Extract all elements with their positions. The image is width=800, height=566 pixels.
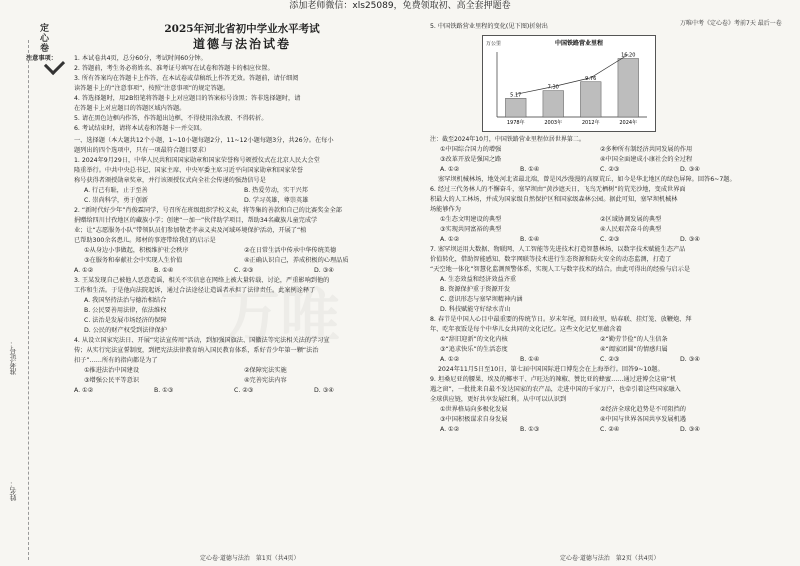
question-option: B. 热爱劳动，实干兴邦 xyxy=(244,187,308,194)
question-line: 8. 春节是中国人心目中最重要的传统节日。岁末年尾，回归故里，贴春联、挂灯笼、放鞭炮、拜 xyxy=(430,316,692,323)
right-questions xyxy=(430,145,770,435)
option: B. 资源保护重于资源开发 xyxy=(440,286,511,293)
question-line: 年、吃年夜饭是每个中华儿女共同的文化记忆。这些文化记忆里蕴含着 xyxy=(430,326,622,333)
options-row xyxy=(430,155,770,165)
exam-number-label: 准考证号： xyxy=(9,340,17,375)
exam-subtitle: 道德与法治试卷 xyxy=(192,37,291,51)
options-row xyxy=(430,335,770,345)
option: ④中国与世界各国共享发展机遇 xyxy=(600,416,686,423)
question-line: 隆重举行。中共中央总书记、国家主席、中央军委主席习近平向国家勋章和国家荣誉 xyxy=(74,167,303,174)
footer-right: 定心卷·道德与法治 第2页（共4页） xyxy=(560,555,660,562)
answer-option: A. ①② xyxy=(440,426,460,433)
question-options-row xyxy=(74,196,410,206)
options-row xyxy=(430,215,770,225)
answer-option: B. ①④ xyxy=(154,267,174,274)
question-line: 捐赠给四川甘孜地区的藏族小学；创建“一加一”伙伴助学项目，帮助34名藏族儿童完成学 xyxy=(74,217,318,224)
answer-option: A. ①② xyxy=(440,356,460,363)
option: ②多种所有制经济共同发展的作用 xyxy=(600,146,693,153)
answer-option: D. ③④ xyxy=(680,426,700,433)
question-line: 4. 从设立国家宪法日、开展“宪法宣传周”活动，到加强国旗法、国徽法等宪法相关法的学习宣 xyxy=(74,337,330,344)
question-line: 6. 经过三代务林人的不懈奋斗，塞罕坝由“黄沙遮天日，飞鸟无栖树”的荒芜沙地，变成世界面 xyxy=(430,186,686,193)
option: ③实现共同富裕的典型 xyxy=(440,226,502,233)
chart-ylabel: 万公里 xyxy=(486,41,502,47)
chart-note: 注：截至2024年10月，中国铁路营业里程位居世界第二。 xyxy=(430,136,585,143)
question-option: ④完善宪法内容 xyxy=(244,377,287,384)
answer-option: C. ②③ xyxy=(600,236,620,243)
question-line: 称号获得者颁授勋章奖章，并行该颁授仪式向全社会传递的强劲信号是 xyxy=(74,177,266,184)
answer-option: D. ③④ xyxy=(314,267,334,274)
question-options-row xyxy=(74,186,410,196)
question-line: 9. 坦桑尼亚的腰果、埃及的椰枣干、卢旺达的辣椒、赞比亚的蜂蜜……通过进博会这扇“机 xyxy=(430,376,677,383)
answer-options-row xyxy=(430,355,770,365)
bar xyxy=(580,82,601,117)
question-option: B. 公民要善用法律，依法维权 xyxy=(84,307,167,314)
option: A. 生态效益和经济效益齐重 xyxy=(440,276,517,283)
question-line: 遇之窗”，一批批来自最不发达国家的农产品，走进中国的千家万户，也牵引着这些国家融入 xyxy=(430,386,681,393)
answer-option: D. ③④ xyxy=(680,236,700,243)
question-line: 1. 2024年9月29日，中华人民共和国国家勋章和国家荣誉称号颁授仪式在北京人民大会堂 xyxy=(74,157,320,164)
answer-option: A. ①② xyxy=(440,166,460,173)
binding-margin xyxy=(2,40,29,560)
answer-option: A. ①② xyxy=(74,387,94,394)
question-line: 已帮助300余名患儿。郑材的事迹带给我们的启示是 xyxy=(74,237,216,244)
question-option: ②保障宪法实施 xyxy=(244,367,287,374)
question-options-row xyxy=(74,376,410,386)
bar xyxy=(618,59,639,118)
question-line: 价值转化，借助智能感知、数字网联等技术进行生态资源和防火安全的动态监测，打造了 xyxy=(430,256,672,263)
x-tick-label: 1978年 xyxy=(506,120,525,126)
chart-title: 中国铁路营业里程 xyxy=(554,40,604,47)
question-option: D. 公民的财产权受到法律保护 xyxy=(84,327,167,334)
question-option: ②在日常生活中传承中华传统美德 xyxy=(244,247,337,254)
answer-options-row xyxy=(430,165,770,175)
stamp-logo: 定心卷 xyxy=(40,24,50,54)
option: D. 科技赋能守好绿水青山 xyxy=(440,306,511,313)
question-line: 扣子”……所有的指向都是为了 xyxy=(74,357,158,364)
answer-option: C. ②④ xyxy=(600,426,620,433)
answer-option: B. ①④ xyxy=(520,166,540,173)
question-option: ③增强公民平等意识 xyxy=(84,377,140,384)
question-option: ①从身边小事做起，积极维护社会秩序 xyxy=(84,247,189,254)
question-line: 3. 王某发现自己被他人恶意造谣，相关不实信息在网络上被大量转载、讨论，严重影响到他的 xyxy=(74,277,330,284)
bar xyxy=(505,98,526,117)
data-label: 9.76 xyxy=(585,75,597,82)
question-option: ④正确认识自己，养成积极的心理品质 xyxy=(244,257,349,264)
options-row xyxy=(430,225,770,235)
header-note: 万唯中考《定心卷》考前7天 最后一卷 xyxy=(680,20,782,27)
question-option: A. 我国坚持法治与德治相结合 xyxy=(84,297,167,304)
question-option: D. 学习英雄，尊崇英雄 xyxy=(244,197,309,204)
notice-heading: 注意事项： xyxy=(26,55,57,62)
option: C. 意识形态与塞罕坝精神内涵 xyxy=(440,296,523,303)
answer-option: C. ②③ xyxy=(234,387,254,394)
answer-option: D. ③④ xyxy=(680,356,700,363)
answer-option: D. ③④ xyxy=(314,387,334,394)
question-option: C. 法治是发展市场经济的保障 xyxy=(84,317,167,324)
answer-option: B. ①③ xyxy=(520,426,540,433)
option: ④中国全面建成小康社会的全过程 xyxy=(600,156,693,163)
notice-line: 3. 所有答案均在答题卡上作答，在本试卷或草稿纸上作答无效。答题前，请仔细阅 xyxy=(74,75,299,82)
answer-option: D. ③④ xyxy=(680,166,700,173)
x-tick-label: 2003年 xyxy=(544,120,563,126)
data-label: 7.30 xyxy=(547,84,559,91)
answer-option: C. ②③ xyxy=(234,267,254,274)
trend-line xyxy=(516,55,629,95)
chart-svg xyxy=(483,36,655,131)
answer-option: B. ①③ xyxy=(154,387,174,394)
notice-line: 4. 答选择题时，用2B铅笔将答题卡上对应题目的答案标号涂黑；答非选择题时，请 xyxy=(74,95,301,102)
answer-option: B. ①④ xyxy=(520,356,540,363)
x-tick-label: 2024年 xyxy=(619,120,638,126)
footer-left: 定心卷·道德与法治 第1页（共4页） xyxy=(200,555,300,562)
section-heading-cont: 题列出的四个选项中，只有一项最符合题目要求） xyxy=(74,147,211,154)
option: ①中国综合国力的增强 xyxy=(440,146,502,153)
option: ③中国积极谋求自身发展 xyxy=(440,416,508,423)
option: ②区域协调发展的典型 xyxy=(600,216,662,223)
watermark xyxy=(220,270,340,356)
question-5: 5. 中国铁路营业里程的变化(见下图)折射出 xyxy=(430,23,548,30)
option: ③改革开放是强国之路 xyxy=(440,156,502,163)
question-line: 2. “新时代好少年”肖俊霖同学，号召所在班级组织学校义卖，将等集的善款和自己的比赛奖金全部 xyxy=(74,207,342,214)
answer-option: A. ①② xyxy=(74,267,94,274)
bar xyxy=(543,91,564,117)
answer-option: A. ①② xyxy=(440,236,460,243)
notice-line: 在答题卡上对应题目的答题区域内答题。 xyxy=(74,105,186,112)
passage-intro: 塞罕坝机械林场，地处河北省最北端，曾是风沙漫漫的高原荒丘，如今是华北地区的绿色屏障。回答6~7题。 xyxy=(438,176,736,183)
answer-options-row xyxy=(430,235,770,245)
promo-banner: 添加老师微信：xls25089，免费领取初、高全套押题卷 xyxy=(289,1,511,11)
question-line: 全球供应链，更好共享发展红利。从中可以认识到 xyxy=(430,396,567,403)
question-line: 工作和生活。于是他向法院起诉，通过合法途径让造谣者承担了法律责任。此案例诠释了 xyxy=(74,287,316,294)
answer-options-row xyxy=(74,386,410,396)
options-row xyxy=(430,405,770,415)
notice-line: 6. 考试结束时，请将本试卷和答题卡一并交回。 xyxy=(74,125,206,132)
question-options-row xyxy=(74,256,410,266)
options-row xyxy=(430,415,770,425)
notice-line: 读答题卡上的“注意事项”，按照“注意事项”的规定答题。 xyxy=(74,85,230,92)
question-options-row xyxy=(74,366,410,376)
option: ①生态文明建设的典型 xyxy=(440,216,502,223)
question-line: 场能够作为 xyxy=(430,206,461,213)
question-option: ③在服务和奉献社会中实现人生价值 xyxy=(84,257,183,264)
section-heading: 一、选择题（本大题共12个小题，1~10小题每题2分，11~12小题每题3分，共26分。在每小 xyxy=(74,137,334,144)
right-column xyxy=(430,22,770,435)
question-option: C. 崇尚科学，勇于创新 xyxy=(84,197,148,204)
question-line: “天空地一体化”智慧化监测预警体系，实现人工与数字技术的结合。由此可得出的经验与启示是 xyxy=(430,266,691,273)
options-row xyxy=(430,345,770,355)
passage-intro: 2024年11月5日至10日，第七届中国国际进口博览会在上海举行。回答9~10题。 xyxy=(438,366,664,373)
option: ④人民艰苦奋斗的典型 xyxy=(600,226,662,233)
question-line: 传；从实行宪法宣誓制度，到把宪法法律教育纳入国民教育体系，系好青少年第一颗“法治 xyxy=(74,347,319,354)
x-tick-label: 2012年 xyxy=(581,120,600,126)
question-option: ①推进法治中国建设 xyxy=(84,367,140,374)
answer-option: C. ②③ xyxy=(600,166,620,173)
option: ③“追求快乐”的生活态度 xyxy=(440,346,508,353)
notice-line: 1. 本试卷共4页，总分60分，考试时间60分钟。 xyxy=(74,55,207,62)
question-options-row xyxy=(74,246,410,256)
data-label: 16.20 xyxy=(621,52,636,59)
option: ②“勤劳节俭”的人生信条 xyxy=(600,336,668,343)
notice-block xyxy=(26,54,410,134)
answer-options-row xyxy=(430,425,770,435)
notice-line: 2. 答题前，考生务必将姓名、准考证号填写在试卷和答题卡的相应位置。 xyxy=(74,65,274,72)
question-line: 7. 塞罕坝运用大数据、物联网、人工智能等先进技术打造智慧林场，以数字技术赋能生态产品 xyxy=(430,246,686,253)
answer-option: C. ②③ xyxy=(600,356,620,363)
option: ②经济全球化趋势是不可阻挡的 xyxy=(600,406,686,413)
question-line: 积最大的人工林场，并成为国家级自然保护区和国家级森林公园。据此可知，塞罕坝机械林 xyxy=(430,196,678,203)
options-row xyxy=(430,145,770,155)
data-label: 5.17 xyxy=(510,92,522,99)
question-option: A. 行己有耻，止于至善 xyxy=(84,187,148,194)
option: ①世界格局向多极化发展 xyxy=(440,406,508,413)
exam-title: 2025年河北省初中学业水平考试 xyxy=(164,23,320,35)
option: ④“阖家团圆”的情感归属 xyxy=(600,346,668,353)
notice-line: 5. 请在黑色边框内作答，作答超出边框，不得使用涂改液、不得转折。 xyxy=(74,115,268,122)
name-label: 姓名： xyxy=(9,480,17,501)
option: ①“辞旧迎新”的文化内核 xyxy=(440,336,508,343)
question-line: 业；让“志愿服务小队”带领队员们参加敬老孝亲义卖及河域环境保护活动，开展了“植 xyxy=(74,227,307,234)
answer-option: B. ①④ xyxy=(520,236,540,243)
railway-chart xyxy=(482,35,656,132)
